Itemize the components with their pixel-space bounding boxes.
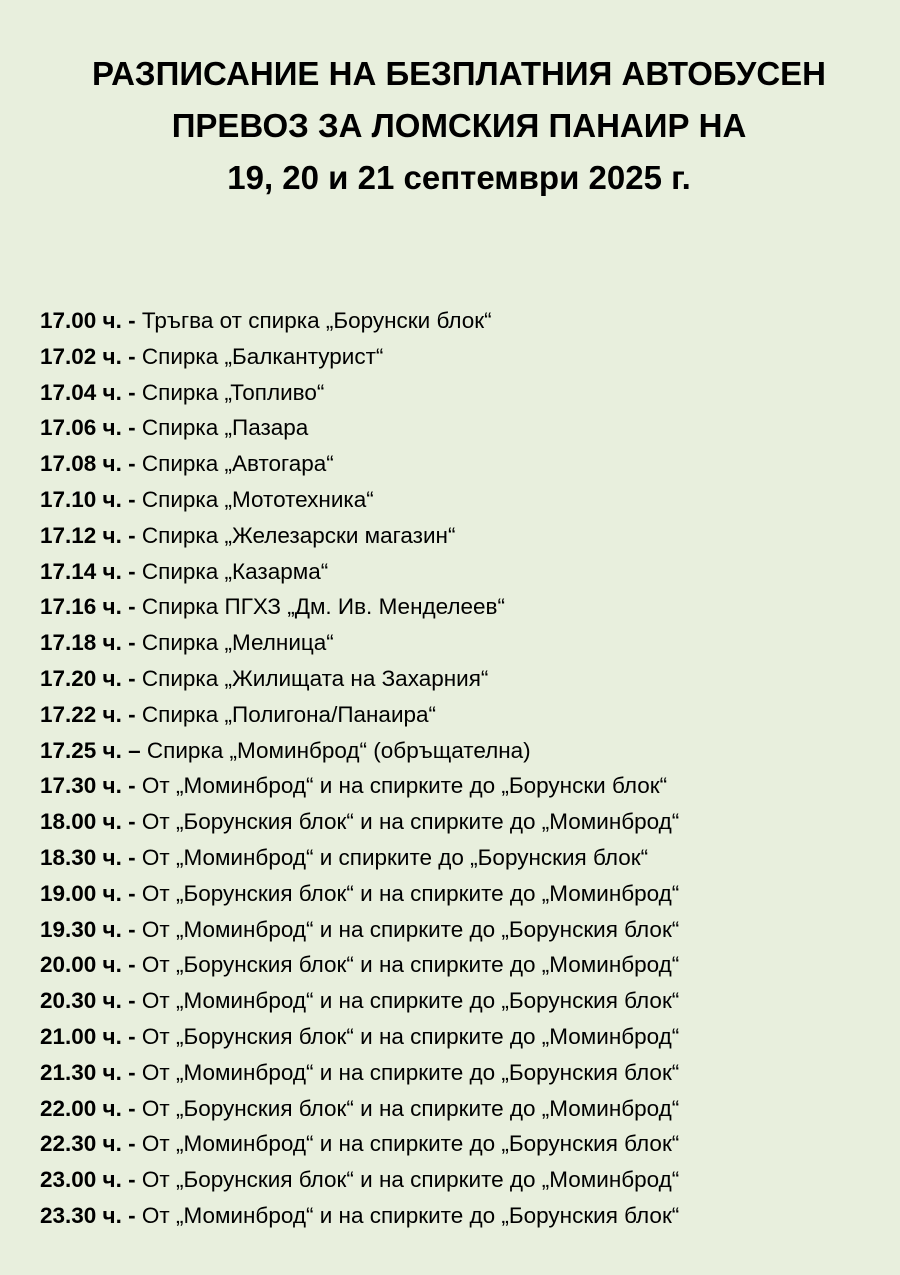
schedule-row	[40, 661, 890, 697]
schedule-row	[40, 625, 890, 661]
separator-dash: -	[128, 916, 136, 942]
departure-time: 17.14 ч.	[40, 558, 122, 584]
stop-description: От „Моминброд“ и на спирките до „Борунския блок“	[141, 988, 680, 1014]
schedule-row	[40, 375, 890, 411]
schedule-row	[40, 840, 890, 876]
stop-description: От „Моминброд“ и на спирките до „Борунски блок“	[141, 773, 668, 799]
stop-description: От „Борунския блок“ и на спирките до „Моминброд“	[141, 952, 680, 978]
page-title	[0, 48, 900, 204]
stop-description: Спирка „Балкантурист“	[141, 343, 384, 369]
schedule-row	[40, 912, 890, 948]
schedule-row	[40, 1055, 890, 1091]
separator-dash: -	[128, 343, 136, 369]
separator-dash: -	[128, 844, 136, 870]
separator-dash: -	[128, 952, 136, 978]
title-line-1: РАЗПИСАНИЕ НА БЕЗПЛАТНИЯ АВТОБУСЕН	[91, 55, 827, 92]
stop-description: Спирка „Железарски магазин“	[141, 522, 456, 548]
schedule-row	[40, 947, 890, 983]
departure-time: 17.30 ч.	[40, 773, 122, 799]
schedule-row	[40, 1091, 890, 1127]
stop-description: От „Борунския блок“ и на спирките до „Моминброд“	[141, 1167, 680, 1193]
departure-time: 19.30 ч.	[40, 916, 122, 942]
departure-time: 17.20 ч.	[40, 665, 122, 691]
departure-time: 17.02 ч.	[40, 343, 122, 369]
departure-time: 17.08 ч.	[40, 451, 122, 477]
stop-description: Спирка „Мототехника“	[141, 486, 374, 512]
stop-description: Спирка „Пазара	[141, 415, 309, 441]
separator-dash: -	[128, 451, 136, 477]
departure-time: 17.22 ч.	[40, 701, 122, 727]
separator-dash: -	[128, 308, 136, 333]
schedule-row	[40, 482, 890, 518]
separator-dash: -	[128, 1095, 136, 1121]
separator-dash: -	[128, 486, 136, 512]
separator-dash: -	[128, 594, 136, 620]
schedule-row	[40, 554, 890, 590]
departure-time: 17.12 ч.	[40, 522, 122, 548]
schedule-row	[40, 518, 890, 554]
stop-description: Спирка „Топливо“	[141, 379, 325, 405]
stop-description: От „Борунския блок“ и на спирките до „Моминброд“	[141, 809, 680, 835]
schedule-row	[40, 768, 890, 804]
separator-dash: -	[128, 379, 136, 405]
stop-description: От „Борунския блок“ и на спирките до „Моминброд“	[141, 1095, 680, 1121]
separator-dash: –	[128, 737, 141, 763]
departure-time: 17.06 ч.	[40, 415, 122, 441]
departure-time: 17.25 ч.	[40, 737, 122, 763]
separator-dash: -	[128, 630, 136, 656]
schedule-row	[40, 446, 890, 482]
separator-dash: -	[128, 522, 136, 548]
schedule-row	[40, 697, 890, 733]
departure-time: 17.10 ч.	[40, 486, 122, 512]
schedule-row	[40, 804, 890, 840]
departure-time: 17.04 ч.	[40, 379, 122, 405]
departure-time: 23.30 ч.	[40, 1202, 122, 1228]
departure-time: 17.16 ч.	[40, 594, 122, 620]
departure-time: 20.30 ч.	[40, 988, 122, 1014]
departure-time: 18.00 ч.	[40, 809, 122, 835]
stop-description: Тръгва от спирка „Борунски блок“	[141, 308, 492, 333]
stop-description: Спирка „Полигона/Панаира“	[141, 701, 437, 727]
stop-description: От „Моминброд“ и спирките до „Борунския блок“	[141, 844, 649, 870]
separator-dash: -	[128, 1167, 136, 1193]
departure-time: 21.00 ч.	[40, 1023, 122, 1049]
departure-time: 21.30 ч.	[40, 1059, 122, 1085]
separator-dash: -	[128, 773, 136, 799]
separator-dash: -	[128, 1202, 136, 1228]
separator-dash: -	[128, 1131, 136, 1157]
departure-time: 22.30 ч.	[40, 1131, 122, 1157]
schedule-row	[40, 1162, 890, 1198]
stop-description: От „Моминброд“ и на спирките до „Борунския блок“	[141, 1059, 680, 1085]
schedule-row	[40, 589, 890, 625]
schedule-list	[40, 303, 890, 1234]
schedule-row	[40, 983, 890, 1019]
separator-dash: -	[128, 809, 136, 835]
separator-dash: -	[128, 1059, 136, 1085]
stop-description: От „Моминброд“ и на спирките до „Борунския блок“	[141, 1202, 680, 1228]
stop-description: Спирка „Автогара“	[141, 451, 334, 477]
schedule-row	[40, 410, 890, 446]
schedule-row	[40, 339, 890, 375]
departure-time: 20.00 ч.	[40, 952, 122, 978]
stop-description: Спирка „Жилищата на Захарния“	[141, 665, 489, 691]
stop-description: Спирка ПГХЗ „Дм. Ив. Менделеев“	[141, 594, 505, 620]
schedule-row	[40, 1126, 890, 1162]
schedule-row	[40, 1019, 890, 1055]
departure-time: 23.00 ч.	[40, 1167, 122, 1193]
separator-dash: -	[128, 1023, 136, 1049]
separator-dash: -	[128, 701, 136, 727]
schedule-row	[40, 303, 890, 339]
departure-time: 17.00 ч.	[40, 308, 122, 333]
departure-time: 17.18 ч.	[40, 630, 122, 656]
separator-dash: -	[128, 988, 136, 1014]
title-line-3: 19, 20 и 21 септември 2025 г.	[227, 159, 691, 196]
separator-dash: -	[128, 415, 136, 441]
separator-dash: -	[128, 665, 136, 691]
stop-description: Спирка „Моминброд“ (обръщателна)	[146, 737, 531, 763]
schedule-row	[40, 876, 890, 912]
departure-time: 22.00 ч.	[40, 1095, 122, 1121]
stop-description: От „Борунския блок“ и на спирките до „Моминброд“	[141, 1023, 680, 1049]
stop-description: Спирка „Мелница“	[141, 630, 334, 656]
departure-time: 19.00 ч.	[40, 880, 122, 906]
stop-description: От „Моминброд“ и на спирките до „Борунския блок“	[141, 916, 680, 942]
schedule-row	[40, 733, 890, 769]
separator-dash: -	[128, 558, 136, 584]
schedule-row	[40, 1198, 890, 1234]
title-line-2: ПРЕВОЗ ЗА ЛОМСКИЯ ПАНАИР НА	[171, 107, 747, 144]
stop-description: Спирка „Казарма“	[141, 558, 329, 584]
stop-description: От „Моминброд“ и на спирките до „Борунския блок“	[141, 1131, 680, 1157]
departure-time: 18.30 ч.	[40, 844, 122, 870]
stop-description: От „Борунския блок“ и на спирките до „Моминброд“	[141, 880, 680, 906]
separator-dash: -	[128, 880, 136, 906]
